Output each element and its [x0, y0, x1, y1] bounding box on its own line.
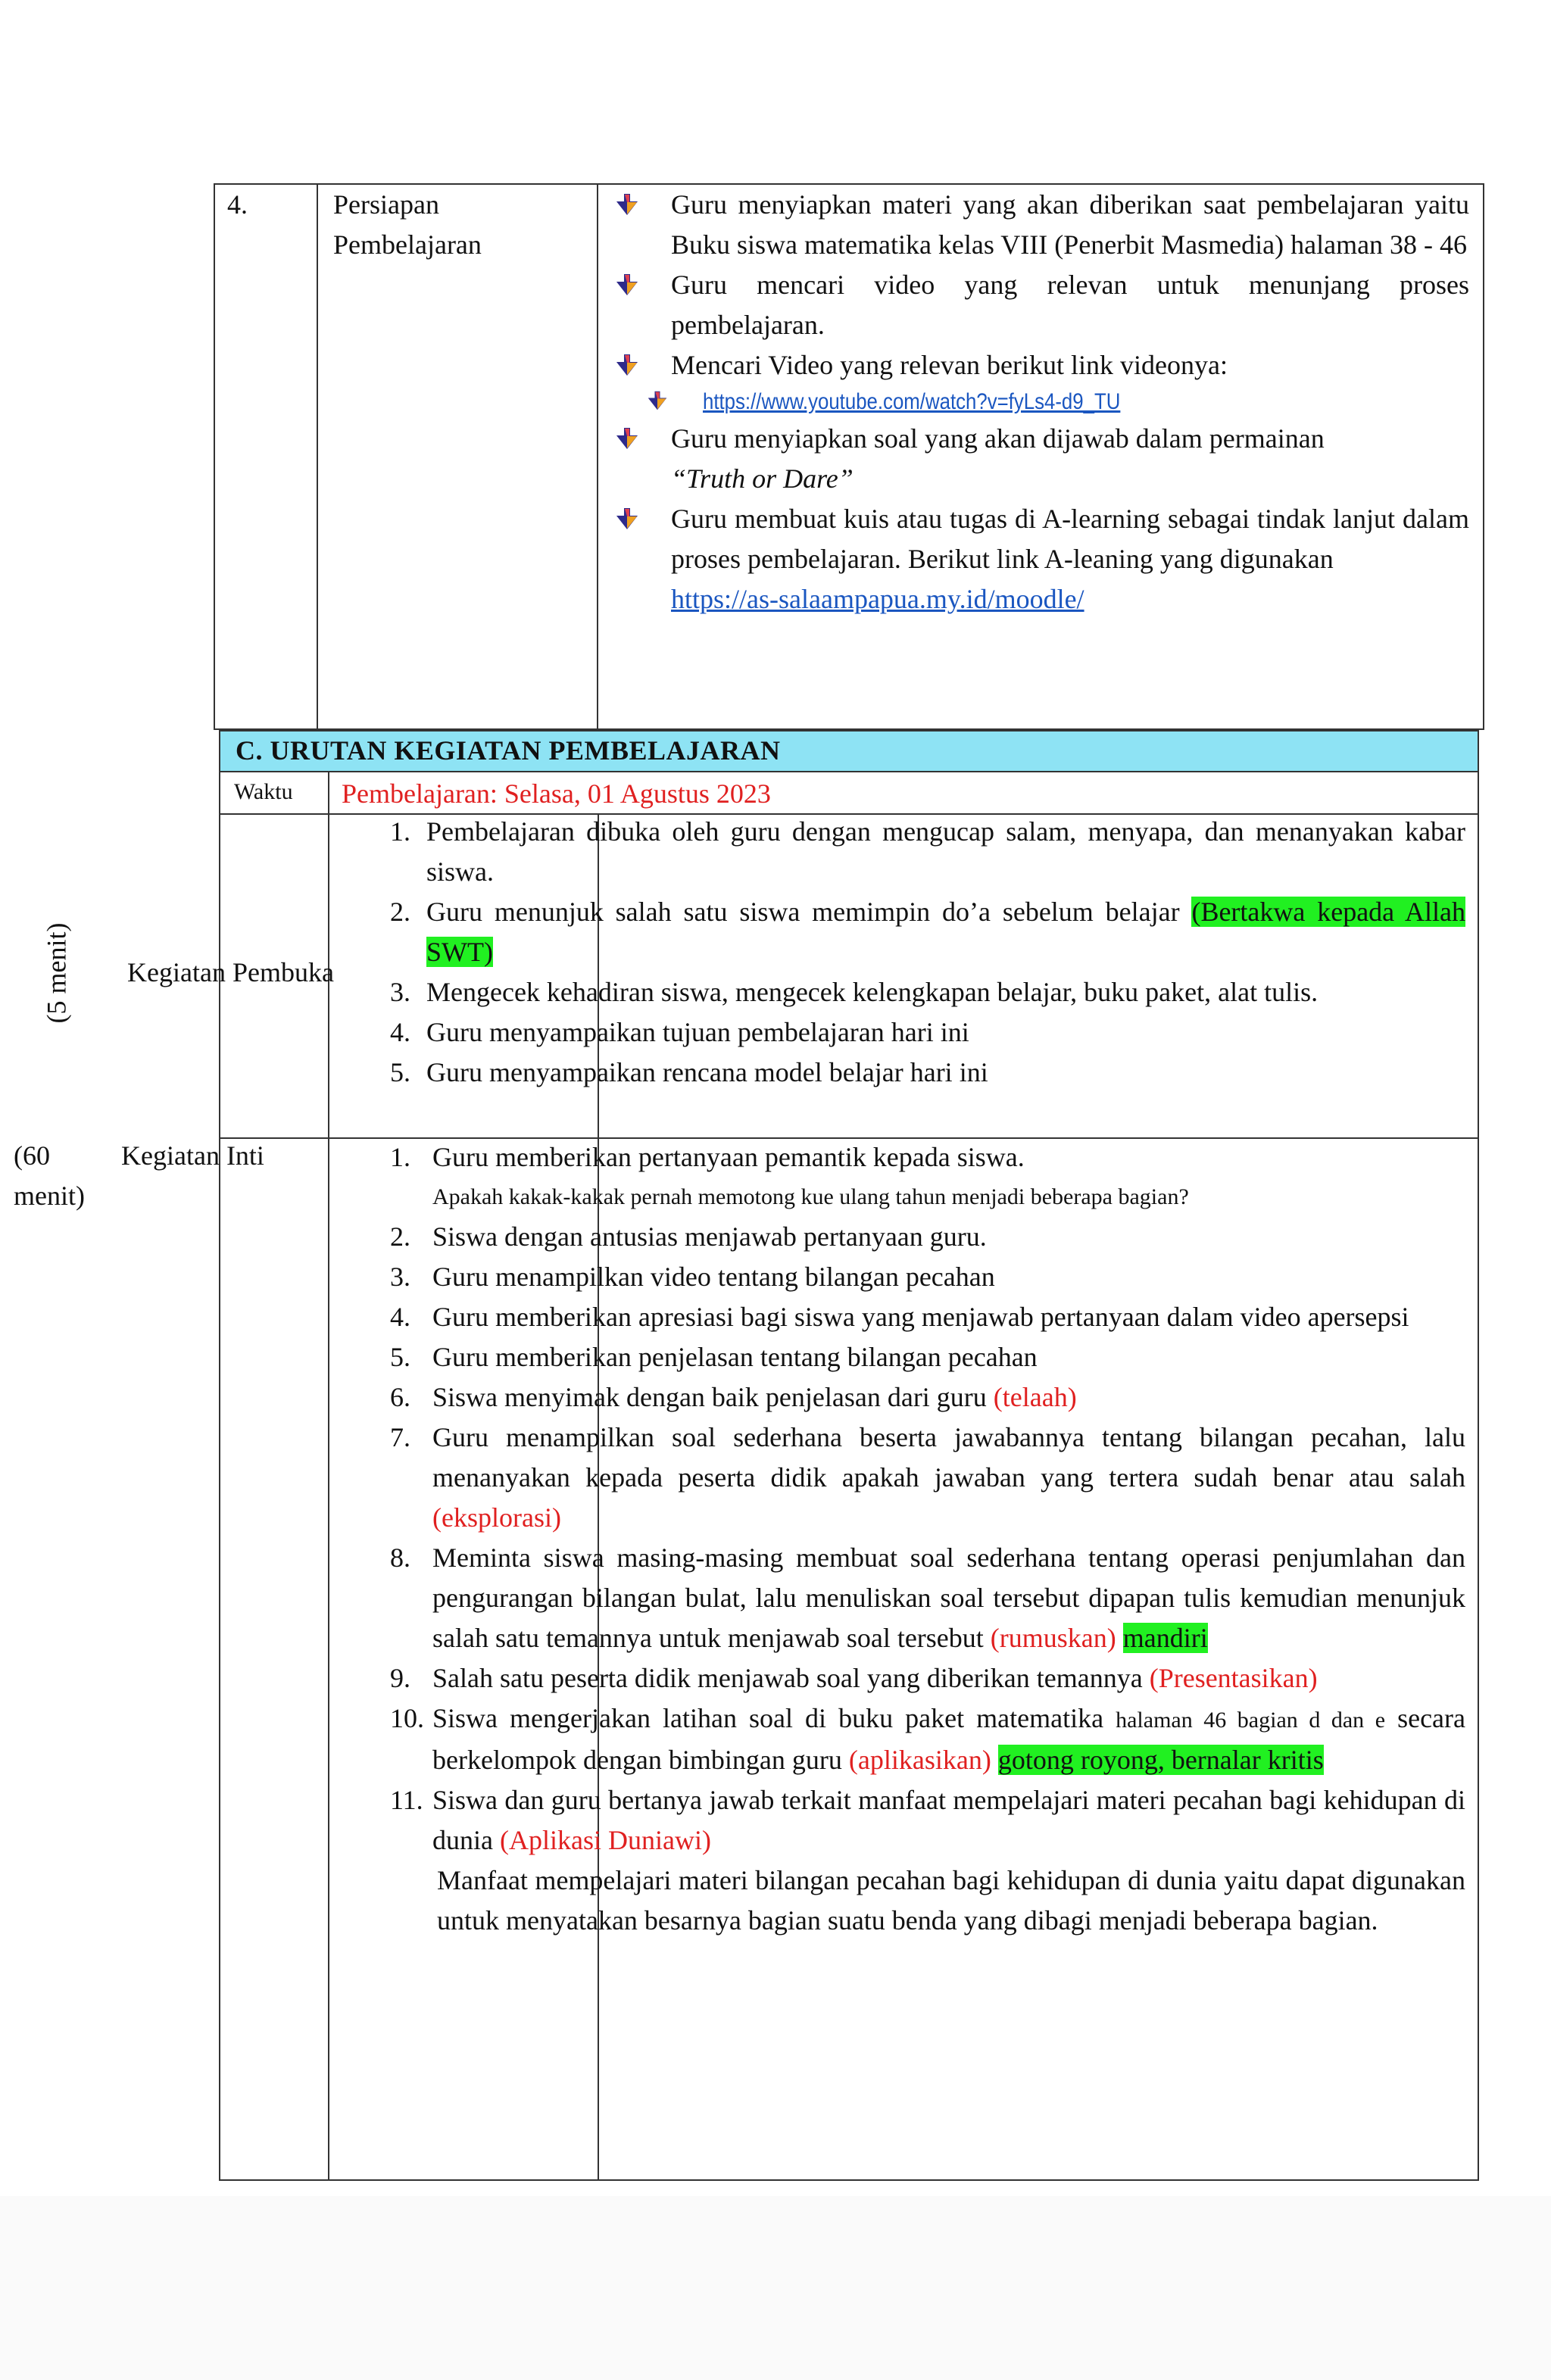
- list-item: Guru membuat kuis atau tugas di A-learning sebagai tindak lanjut dalam proses pembelajaran. Berikut link A-leaning yang digunakan https://as-salaampapua.my.id/moodle/: [615, 499, 1469, 619]
- list-item: 10. Siswa mengerjakan latihan soal di buku paket matematika halaman 46 bagian d dan e secara berkelompok dengan bimbingan guru (aplikasikan) gotong royong, bernalar kritis: [390, 1703, 1466, 1775]
- moodle-link[interactable]: https://as-salaampapua.my.id/moodle/: [671, 584, 1084, 614]
- row-number: 4.: [227, 189, 248, 220]
- row-label: Persiapan Pembelajaran: [333, 189, 482, 260]
- pembuka-list: [390, 812, 1465, 1093]
- pembuka-label: Kegiatan Pembuka: [127, 957, 334, 987]
- persiapan-table: [214, 183, 1484, 730]
- list-item: 4. Guru memberikan apresiasi bagi siswa yang menjawab pertanyaan dalam video apersepsi: [390, 1302, 1409, 1332]
- arrow-bullet-icon: [615, 507, 639, 531]
- pemantik-question: Apakah kakak-kakak pernah memotong kue ulang tahun menjadi beberapa bagian?: [432, 1184, 1189, 1209]
- arrow-bullet-icon: [615, 192, 639, 217]
- youtube-link[interactable]: https://www.youtube.com/watch?v=fyLs4-d9_TU: [703, 389, 1121, 414]
- list-item: 6. Siswa menyimak dengan baik penjelasan dari guru (telaah): [390, 1382, 1077, 1412]
- list-item: 2. Guru menunjuk salah satu siswa memimpin do’a sebelum belajar (Bertakwa kepada Allah SWT): [390, 897, 1466, 967]
- waktu-label: Waktu: [234, 779, 293, 804]
- arrow-bullet-icon: [647, 390, 668, 411]
- arrow-bullet-icon: [615, 426, 639, 451]
- inti-duration: (60 menit): [14, 1140, 85, 1211]
- pembuka-duration: (5 menit): [41, 922, 72, 1024]
- character-tag: mandiri: [1122, 1623, 1208, 1653]
- manfaat-paragraph: Manfaat mempelajari materi bilangan pecahan bagi kehidupan di dunia yaitu dapat digunakan untuk menyatakan besarnya bagian suatu benda yang dibagi menjadi beberapa bagian.: [437, 1865, 1465, 1936]
- list-item: 2. Siswa dengan antusias menjawab pertanyaan guru.: [390, 1221, 987, 1252]
- list-item: Guru menyiapkan materi yang akan diberikan saat pembelajaran yaitu Buku siswa matematika kelas VIII (Penerbit Masmedia) halaman 38 - 46: [615, 185, 1469, 265]
- list-item: Guru mencari video yang relevan untuk menunjang proses pembelajaran.: [615, 265, 1469, 345]
- stage-tag: (Presentasikan): [1149, 1663, 1318, 1693]
- list-item: [615, 385, 1469, 419]
- list-item: 3. Mengecek kehadiran siswa, mengecek kelengkapan belajar, buku paket, alat tulis.: [390, 977, 1319, 1007]
- stage-tag: (Aplikasi Duniawi): [499, 1825, 711, 1855]
- list-item: 7. Guru menampilkan soal sederhana beserta jawabannya tentang bilangan pecahan, lalu menanyakan kepada peserta didik apakah jawaban yang tertera sudah benar atau salah (eksplorasi): [390, 1422, 1465, 1533]
- stage-tag: (eksplorasi): [432, 1502, 561, 1533]
- session-date: Pembelajaran: Selasa, 01 Agustus 2023: [342, 778, 771, 809]
- list-item: Guru menyiapkan soal yang akan dijawab dalam permainan “Truth or Dare”: [615, 419, 1469, 499]
- arrow-bullet-icon: [615, 273, 639, 297]
- page-bottom-shade: [0, 2196, 1551, 2380]
- list-item: 9. Salah satu peserta didik menjawab soal yang diberikan temannya (Presentasikan): [390, 1663, 1318, 1693]
- list-item: 3. Guru menampilkan video tentang bilangan pecahan: [390, 1262, 995, 1292]
- list-item: 5. Guru memberikan penjelasan tentang bilangan pecahan: [390, 1342, 1038, 1372]
- list-item: Mencari Video yang relevan berikut link videonya:: [615, 345, 1469, 385]
- character-tag: gotong royong, bernalar kritis: [997, 1745, 1324, 1775]
- list-item: 1. Guru memberikan pertanyaan pemantik kepada siswa. Apakah kakak-kakak pernah memotong kue ulang tahun menjadi beberapa bagian?: [390, 1137, 1465, 1217]
- stage-tag: (telaah): [993, 1382, 1077, 1412]
- stage-tag: (aplikasikan): [848, 1745, 991, 1775]
- game-title: “Truth or Dare”: [671, 463, 854, 494]
- arrow-bullet-icon: [615, 353, 639, 377]
- list-item: 1. Pembelajaran dibuka oleh guru dengan mengucap salam, menyapa, dan menanyakan kabar siswa.: [390, 816, 1465, 887]
- inti-list: [390, 1137, 1465, 1941]
- list-item: 8. Meminta siswa masing-masing membuat soal sederhana tentang operasi penjumlahan dan pengurangan bilangan bulat, lalu menuliskan soal tersebut dipapan tulis kemudian menunjuk salah satu temannya untuk menjawab soal tersebut (rumuskan) mandiri: [390, 1542, 1465, 1653]
- list-item: 4. Guru menyampaikan tujuan pembelajaran hari ini: [390, 1017, 969, 1047]
- list-item: 11. Siswa dan guru bertanya jawab terkait manfaat mempelajari materi pecahan bagi kehidupan di dunia (Aplikasi Duniawi) Manfaat mempelajari materi bilangan pecahan bagi kehidupan di dunia yaitu dapat digunakan untuk menyatakan besarnya bagian suatu benda yang dibagi menjadi beberapa bagian.: [390, 1780, 1465, 1941]
- inti-label: Kegiatan Inti: [121, 1140, 264, 1171]
- list-item: 5. Guru menyampaikan rencana model belajar hari ini: [390, 1057, 988, 1087]
- section-heading: C. URUTAN KEGIATAN PEMBELAJARAN: [220, 731, 1478, 772]
- character-tag: (Bertakwa kepada Allah SWT): [426, 897, 1466, 967]
- column-divider: [597, 185, 598, 728]
- persiapan-list: [615, 185, 1469, 619]
- column-divider: [317, 185, 318, 728]
- stage-tag: (rumuskan): [990, 1623, 1116, 1653]
